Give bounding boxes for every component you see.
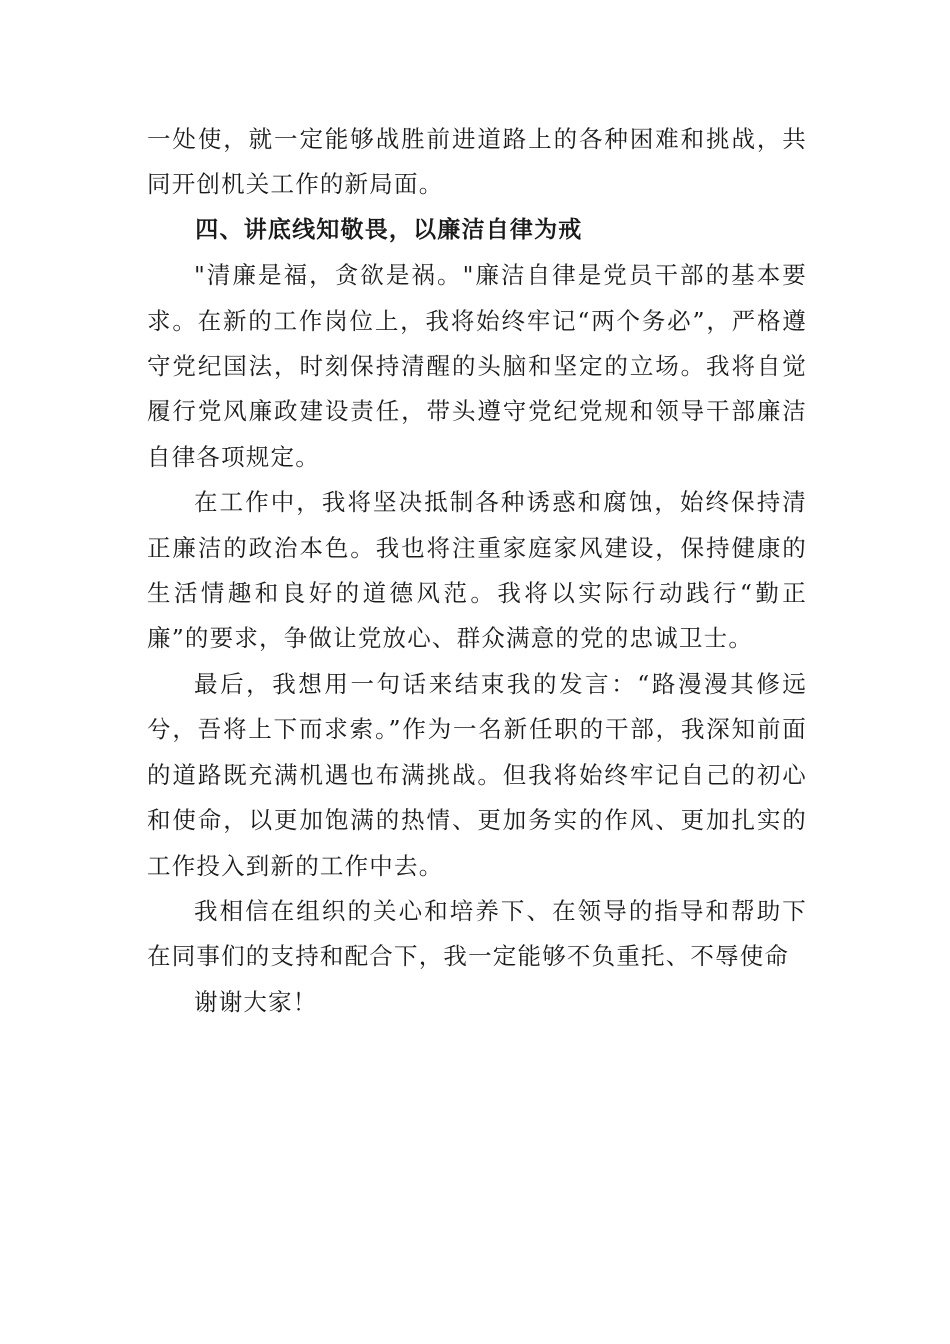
document-page	[147, 117, 807, 1025]
paragraph-continuation: 一处使，就一定能够战胜前进道路上的各种困难和挑战，共同开创机关工作的新局面。	[147, 125, 807, 199]
paragraph-work: 在工作中，我将坚决抵制各种诱惑和腐蚀，始终保持清正廉洁的政治本色。我也将注重家庭家风建设，保持健康的生活情趣和良好的道德风范。我将以实际行动践行“勤正廉”的要求，争做让党放心、群众满意的党的忠诚卫士。	[147, 488, 807, 653]
paragraph-conclusion: 最后，我想用一句话来结束我的发言：“路漫漫其修远兮，吾将上下而求索。”作为一名新任职的干部，我深知前面的道路既充满机遇也布满挑战。但我将始终牢记自己的初心和使命，以更加饱满的热情、更加务实的作风、更加扎实的工作投入到新的工作中去。	[147, 669, 807, 880]
section-heading: 四、讲底线知敬畏，以廉洁自律为戒	[195, 216, 583, 243]
paragraph-integrity: "清廉是福，贪欲是祸。"廉洁自律是党员干部的基本要求。在新的工作岗位上，我将始终牢记“两个务必”，严格遵守党纪国法，时刻保持清醒的头脑和坚定的立场。我将自觉履行党风廉政建设责任，带头遵守党纪党规和领导干部廉洁自律各项规定。	[147, 261, 807, 471]
paragraph-belief: 我相信在组织的关心和培养下、在领导的指导和帮助下在同事们的支持和配合下，我一定能够不负重托、不辱使命	[147, 896, 807, 971]
closing-thanks: 谢谢大家！	[194, 987, 318, 1016]
